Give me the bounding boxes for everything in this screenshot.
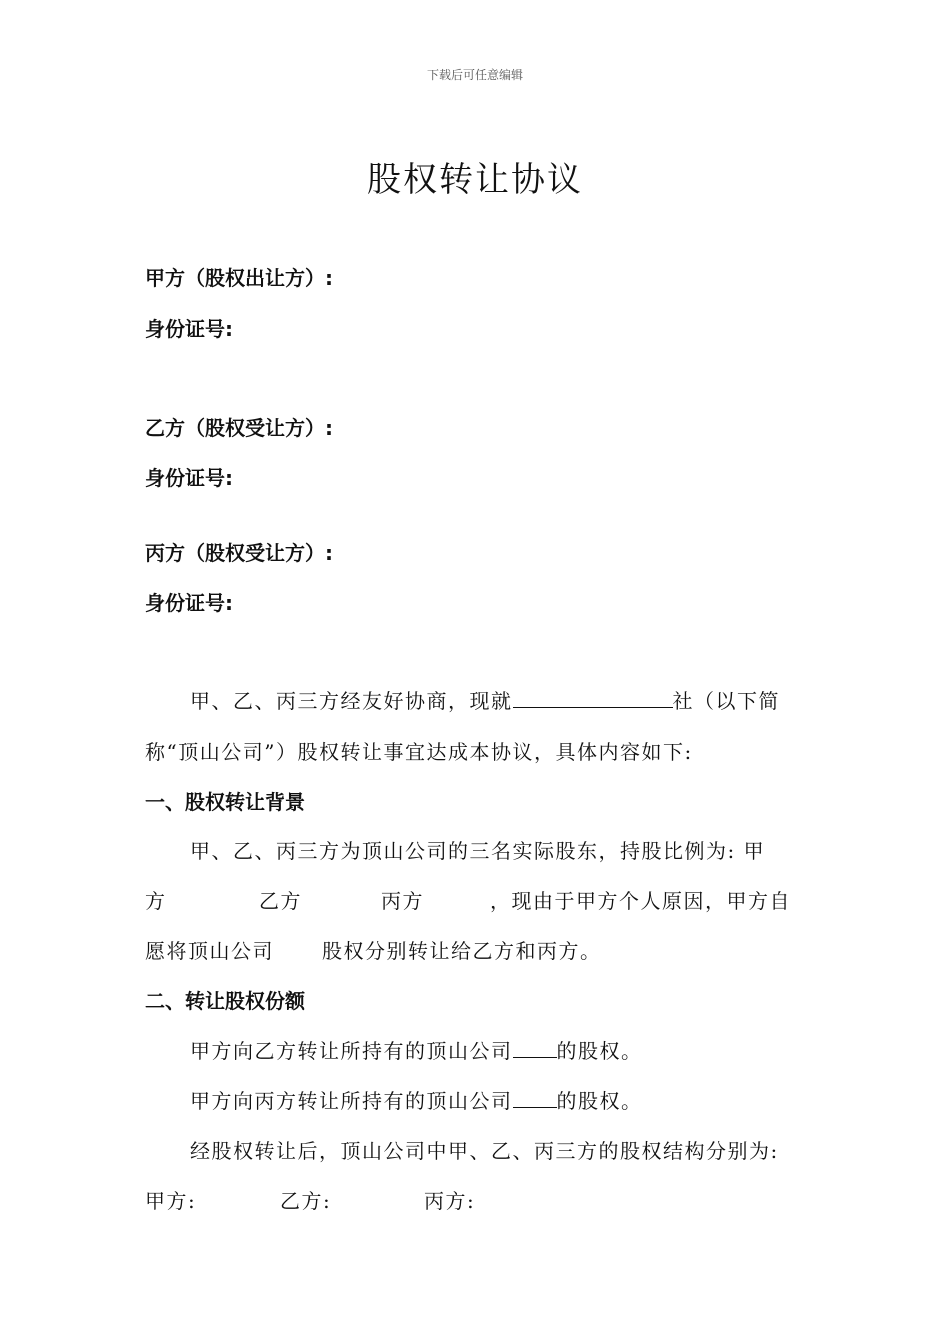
company-name-blank (513, 687, 673, 708)
intro-line-1 (190, 685, 780, 714)
document-title: 股权转让协议 (367, 160, 583, 200)
intro-line-1-prefix: 甲、乙、丙三方经友好协商，现就 (190, 689, 513, 713)
section-2-line-1-prefix: 甲方向乙方转让所持有的顶山公司 (190, 1039, 513, 1063)
party-c-label: 丙方（股权受让方）: (145, 541, 333, 565)
party-a-label: 甲方（股权出让方）: (145, 266, 333, 290)
page-header: 下载后可任意编辑 (426, 68, 523, 82)
section-2-line-1-suffix: 的股权。 (556, 1039, 643, 1063)
intro-line-1-suffix: 社（以下简 (672, 689, 780, 713)
intro-line-2: 称“顶山公司”）股权转让事宜达成本协议，具体内容如下: (145, 740, 693, 764)
share-blank-b (513, 1037, 557, 1058)
party-c-id-label: 身份证号: (145, 591, 233, 615)
party-b-label: 乙方（股权受让方）: (145, 416, 333, 440)
section-2-line-2-suffix: 的股权。 (556, 1089, 643, 1113)
section-1-heading: 一、股权转让背景 (145, 790, 305, 814)
section-2-line-3: 经股权转让后，顶山公司中甲、乙、丙三方的股权结构分别为: (190, 1139, 779, 1163)
section-2-line-4-a: 甲方: (145, 1189, 197, 1213)
section-2-line-2-prefix: 甲方向丙方转让所持有的顶山公司 (190, 1089, 513, 1113)
section-1-line-2-c: 丙方 (381, 889, 424, 913)
section-1-line-3-b: 股权分别转让给乙方和丙方。 (322, 939, 602, 963)
section-1-line-3-a: 愿将顶山公司 (145, 939, 274, 963)
party-a-id-label: 身份证号: (145, 317, 233, 341)
section-1-line-2-a: 方 (145, 889, 167, 913)
section-2-line-2 (190, 1085, 643, 1114)
section-1-line-1: 甲、乙、丙三方为顶山公司的三名实际股东，持股比例为: 甲 (190, 839, 766, 863)
party-b-id-label: 身份证号: (145, 466, 233, 490)
section-1-line-2-b: 乙方 (259, 889, 302, 913)
section-2-line-1 (190, 1035, 643, 1064)
section-1-line-2-d: ，现由于甲方个人原因，甲方自 (490, 889, 791, 913)
section-2-heading: 二、转让股权份额 (145, 989, 305, 1013)
section-2-line-4-b: 乙方: (280, 1189, 332, 1213)
share-blank-c (513, 1087, 557, 1108)
section-2-line-4-c: 丙方: (424, 1189, 476, 1213)
